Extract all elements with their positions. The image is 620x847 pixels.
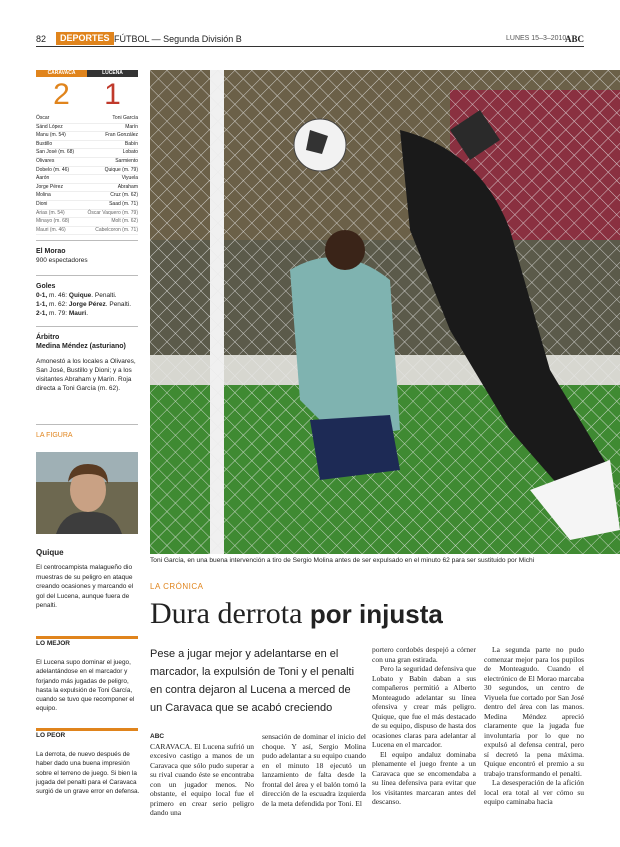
lineup-row	[36, 149, 138, 158]
la-figura-label: LA FIGURA	[36, 432, 73, 439]
venue-name: El Morao	[36, 248, 66, 255]
scoreboard	[36, 70, 138, 235]
brand-logo: ABC	[564, 34, 584, 44]
away-player: Quique (m. 79)	[104, 166, 138, 173]
lineup-row	[36, 218, 138, 227]
referee-text: Amonestó a los locales a Olivares, San José, Bustillo y Dioni; y a los visitantes Abraham y Marín. Roja directa a Toni García (m. 62).	[36, 358, 136, 392]
away-player: Sarmiento	[115, 157, 138, 164]
home-player: San José (m. 68)	[36, 149, 75, 156]
lineup-row	[36, 184, 138, 193]
home-player: Minayo (m. 68)	[36, 218, 70, 225]
column-4-text-a: La segunda parte no pudo comenzar mejor para los pupilos de Monteagudo. Cuando el electrónico de El Morao marcaba 30 segundos, un centro de Viyuela fue cortado por San José dentro del área con las manos. Medina Méndez apreció claramente que la jugada fue involuntaria por lo que no expulsó al defensa central, pero sí decretó la pena máxima. Quique encontró el premio a su trabajo transformando el penalti.	[484, 645, 584, 778]
home-player: Molina	[36, 192, 51, 199]
photo-caption: Toni García, en una buena intervención a tiro de Sergio Molina antes de ser expulsado en el minuto 62 para ser sustituido por Michi	[150, 557, 535, 564]
home-player: Aarón	[36, 175, 50, 182]
article-column-4	[484, 645, 584, 807]
home-player: Sánd López	[36, 123, 63, 130]
issue-date: LUNES 15–3–2010	[506, 35, 567, 42]
home-team: CARAVACA	[36, 70, 87, 77]
page-number: 82	[36, 34, 47, 44]
home-goals: 2	[53, 78, 70, 111]
breadcrumb: FÚTBOL — Segunda División B	[114, 34, 242, 44]
away-player: Viyuela	[121, 175, 138, 182]
article-column-2	[262, 732, 366, 808]
lineup-row	[36, 132, 138, 141]
away-player: Lobato	[122, 149, 138, 156]
home-player: Mauri (m. 46)	[36, 226, 66, 233]
lo-mejor-label: LO MEJOR	[36, 636, 138, 645]
home-player: Dioni	[36, 200, 48, 207]
home-player: Manu (m. 54)	[36, 132, 66, 139]
article-column-1	[150, 732, 254, 818]
away-goals: 1	[104, 78, 121, 111]
away-player: Abraham	[117, 183, 138, 190]
referee-name: Medina Méndez (asturiano)	[36, 343, 126, 350]
home-player: Jorge Pérez	[36, 183, 63, 190]
away-team: LUCENA	[87, 70, 138, 77]
away-player: Babín	[124, 140, 138, 147]
away-player: Saad (m. 71)	[109, 200, 138, 207]
column-3-text-b: Pero la seguridad defensiva que Lobato y Babín daban a sus compañeros permitió a Alberto Monteagudo adelantar su línea ofensiva y crear más peligro. Quique, que fue el más destacado de su equipo, dispuso de hasta dos ocasiones claras para adelantar al Lucena en el marcador.	[372, 664, 476, 749]
referee-title: Árbitro	[36, 334, 60, 341]
headline-bold: por injusta	[309, 599, 443, 629]
column-3-text-a: portero cordobés despejó a córner con una gran estirada.	[372, 645, 476, 664]
lineup-row	[36, 167, 138, 176]
away-player: Fran González	[105, 132, 138, 139]
byline: ABC	[150, 733, 165, 740]
attendance: 900 espectadores	[36, 257, 88, 264]
section-label: DEPORTES	[56, 32, 114, 45]
lo-mejor-text: El Lucena supo dominar el juego, adelantándose en el marcador y forjando más jugadas de peligro, hasta la expulsión de Toni García, cuando se tuvo que recomponer el equipo.	[36, 659, 135, 713]
lineup-row	[36, 175, 138, 184]
lineup-row	[36, 115, 138, 124]
lineup-row	[36, 210, 138, 219]
column-4-text-b: La desesperación de la afición local era total al ver cómo su equipo caminaba hacia	[484, 778, 584, 806]
away-player: Toni García	[112, 115, 138, 121]
lo-peor-label: LO PEOR	[36, 728, 138, 737]
home-player: Bustillo	[36, 140, 53, 147]
away-player: Óscar Vaquero (m. 79)	[87, 209, 138, 216]
column-2-text: sensación de dominar el inicio del choque. Y así, Sergio Molina pudo adelantar a su equipo cuando en el minuto 18 ejecutó un lanzamiento de falta desde la frontal del área y el balón tomó la dirección de la escuadra izquierda de la meta defendida por Toni. El	[262, 732, 366, 808]
home-player: Óscar	[36, 115, 50, 121]
lineup-row	[36, 192, 138, 201]
goals-block	[36, 275, 138, 318]
referee-block	[36, 326, 138, 393]
goal-line-3: 2-1, m. 79: Mauri.	[36, 310, 89, 317]
away-player: Marín	[125, 123, 138, 130]
article-column-3	[372, 645, 476, 807]
article-subhead: Pese a jugar mejor y adelantarse en el marcador, la expulsión de Toni y el penalti en contra dejaron al Lucena a merced de un Caravaca que se acabó creciendo	[150, 648, 355, 714]
lineup-row	[36, 158, 138, 167]
venue-block	[36, 240, 138, 265]
goal-line-2: 1-1, m. 62: Jorge Pérez. Penalti.	[36, 301, 132, 308]
goals-title: Goles	[36, 283, 56, 290]
headline-light: Dura derrota	[150, 597, 310, 630]
away-player: Molt (m. 62)	[111, 218, 138, 225]
lineup-row	[36, 124, 138, 133]
away-player: Cabelcoron (m. 71)	[95, 226, 138, 233]
lineup-row	[36, 201, 138, 210]
lineup-row	[36, 141, 138, 150]
match-photo	[150, 70, 620, 554]
player-name: Quique	[36, 548, 64, 557]
goal-line-1: 0-1, m. 46: Quique. Penalti.	[36, 292, 117, 299]
player-description: El centrocampista malagueño dio muestras de su peligro en ataque creando ocasiones y marcando el gol del Lucena, aunque fuera de penalti.	[36, 564, 134, 609]
home-player: Dobelo (m. 46)	[36, 166, 70, 173]
header-rule	[36, 46, 584, 47]
player-photo	[36, 452, 138, 534]
away-player: Cruz (m. 62)	[110, 192, 138, 199]
lo-peor-text: La derrota, de nuevo después de haber dado una buena impresión sobre el terreno de juego. Si bien la jugada del penalti para el Caravaca surgió de un grave error en defensa.	[36, 751, 140, 796]
page-header	[36, 32, 584, 46]
home-player: Arias (m. 54)	[36, 209, 65, 216]
article-headline	[150, 595, 443, 633]
lineup-row	[36, 227, 138, 236]
column-1-text: CARAVACA. El Lucena sufrió un excesivo castigo a manos de un Caravaca que sólo pudo superar a su rival cuando éste se encontraba con un jugador menos. No obstante, el equipo local fue el primero en crear serio peligro dando una	[150, 741, 254, 817]
divider	[36, 424, 138, 425]
home-player: Olivares	[36, 157, 55, 164]
lineup-table	[36, 115, 138, 235]
article-kicker: LA CRÓNICA	[150, 582, 204, 591]
column-3-text-c: El equipo andaluz dominaba plenamente el juego frente a un Caravaca que se encomendaba a su línea defensiva para evitar que los visitantes marcaran antes del descanso.	[372, 749, 476, 806]
